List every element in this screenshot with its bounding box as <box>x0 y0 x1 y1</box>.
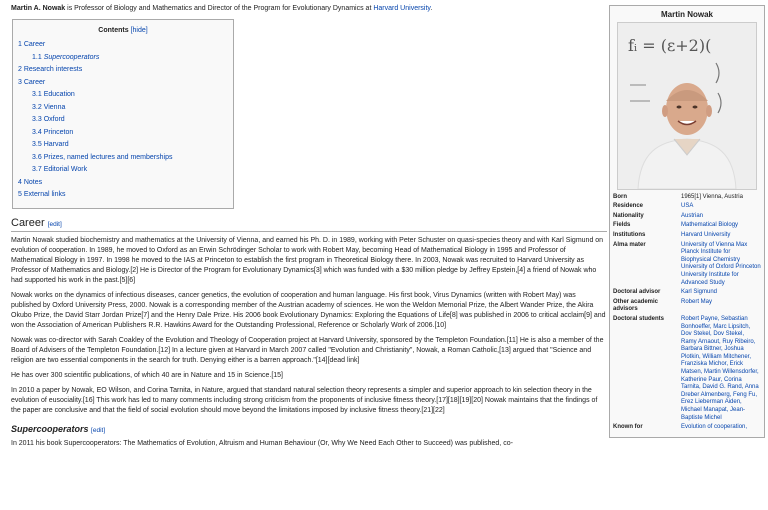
infobox-label: Residence <box>613 203 644 210</box>
career-paragraph-4: He has over 300 scientific publications, of which 40 are in Nature and 15 in Science.[15] <box>11 371 283 379</box>
infobox-label: Nationality <box>613 212 644 219</box>
toc-item[interactable] <box>18 90 228 100</box>
toc-item-number: 1.1 <box>32 53 42 61</box>
infobox-row <box>613 232 761 240</box>
career-paragraph-1: Martin Nowak studied biochemistry and mathematics at the University of Vienna, and earned his Ph. D. in 1989, working with Peter Schuster on quasi-species theory and with Karl Sigmund on evolution of cooperation. In 1989, he moved to Oxford as an Erwin Schrödinger Scholar to work with Robert May, becoming Head of Mathematical Biology in 1995 and Professor of Mathematical Biology in 1997. In 1998 he moved to the IAS at Princeton to establish the first program in Theoretical Biology there. In 2003, Nowak was recruited to Harvard University as Professor of Mathematics and Biology.[2] He is Director of the Program for Evolutionary Dynamics[3] which was funded with a $30 million pledge by Jeffrey Epstein,[4] a friend of Nowak who had supported his work in the past.[5][6] <box>11 236 604 284</box>
intro-paragraph <box>11 4 607 14</box>
toc-hide-link[interactable]: [hide] <box>130 27 148 34</box>
infobox-label: Institutions <box>613 231 646 238</box>
toc-item[interactable] <box>18 40 228 50</box>
toc-item-link[interactable]: Oxford <box>43 116 65 123</box>
portrait-photo <box>617 22 757 190</box>
infobox-row <box>613 203 761 211</box>
toc-item-link[interactable]: Princeton <box>43 128 74 136</box>
career-heading-text: Career <box>11 216 45 229</box>
intro-text: is Professor of Biology and Mathematics and Director of the Program for Evolutionary Dynamics at <box>65 5 374 12</box>
infobox-label: Doctoral advisor <box>613 289 661 296</box>
toc-item-link[interactable]: Vienna <box>43 103 66 111</box>
infobox-rows <box>613 194 761 432</box>
toc-item-link[interactable]: Notes <box>23 178 43 186</box>
toc-item-link[interactable]: External links <box>23 191 66 198</box>
whiteboard-writing: fᵢ = (ε+2)( <box>628 35 712 55</box>
infobox-label: Other academic advisors <box>613 298 659 313</box>
career-paragraph-5: In 2010 a paper by Nowak, EO Wilson, and Corina Tarnita, in Nature, argued that standard natural selection theory represents a simpler and superior approach to kin selection theory in the evolution of eusociality.[16] This work has led to many comments including strong criticism from the proponents of inclusive fitness theory.[17][18][19][20] Nowak maintains that the findings of the paper are conclusive and that the field of social evolution should move beyond the limitations imposed by inclusive fitness theory.[21][22] <box>11 386 598 414</box>
infobox-label: Doctoral students <box>613 315 665 322</box>
toc-item[interactable] <box>18 65 228 75</box>
toc-item[interactable] <box>18 78 228 88</box>
toc-item-link[interactable]: Career <box>23 78 46 86</box>
infobox-label: Fields <box>613 222 631 229</box>
infobox-row <box>613 299 761 314</box>
toc-item[interactable] <box>18 153 228 163</box>
toc-item-link[interactable]: Supercooperators <box>43 53 100 61</box>
toc-item-number: 3 <box>18 78 22 86</box>
infobox-value[interactable]: Evolution of cooperation, <box>681 424 748 431</box>
toc-item[interactable] <box>18 165 228 175</box>
toc-item-number: 2 <box>18 66 22 73</box>
toc-item-link[interactable]: Research interests <box>23 66 83 73</box>
infobox-value[interactable]: Austrian <box>681 212 704 219</box>
toc-item-link[interactable]: Prizes, named lectures and memberships <box>43 153 173 161</box>
supercooperators-heading <box>11 424 607 436</box>
toc-item-link[interactable]: Harvard <box>43 141 69 148</box>
supercooperators-edit-link[interactable]: [edit] <box>91 426 106 434</box>
career-edit-link[interactable]: [edit] <box>47 220 62 228</box>
toc-item[interactable] <box>18 53 228 63</box>
toc-item-number: 1 <box>18 41 22 48</box>
harvard-link[interactable]: Harvard University <box>373 5 431 12</box>
article-body <box>11 2 607 454</box>
toc-item-number: 3.5 <box>32 141 42 148</box>
toc-item-link[interactable]: Editorial Work <box>43 166 88 173</box>
toc-item-number: 3.1 <box>32 91 42 98</box>
toc-item-number: 3.6 <box>32 153 42 161</box>
intro-end: . <box>430 5 433 12</box>
toc-item-link[interactable]: Career <box>23 41 46 48</box>
toc-item[interactable] <box>18 140 228 150</box>
infobox-value[interactable]: Harvard University <box>681 231 731 238</box>
portrait-image <box>618 23 756 189</box>
career-heading <box>11 218 607 232</box>
infobox-label: Known for <box>613 424 643 431</box>
infobox-row <box>613 194 761 202</box>
infobox <box>609 5 765 438</box>
supercooperators-paragraph: In 2011 his book Supercooperators: The Mathematics of Evolution, Altruism and Human Behaviour (Or, Why We Need Each Other to Succeed) was published, co- <box>11 439 513 447</box>
infobox-row <box>613 222 761 230</box>
infobox-row <box>613 316 761 422</box>
toc-item-number: 3.3 <box>32 116 42 123</box>
toc-item-number: 3.7 <box>32 166 42 173</box>
infobox-row <box>613 242 761 288</box>
infobox-value[interactable]: Robert Payne, Sebastian Bonhoeffer, Marc Lipsitch, Dov Stekel, Dov Stekel, Ramy Arnaout, Ruy Ribeiro, Barbara Bittner, Joshua Plotkin, William Mitchener, Franziska Michor, Erick Matsen, Martin Willensdorfer, Katherine Paur, Corina Tarnita, David G. Rand, Anna Dreber Almenberg, Feng Fu, Erez Lieberman Aiden, Michael Manapat, Jean-Baptiste Michel <box>681 315 759 421</box>
infobox-value: 1965[1] Vienna, Austria <box>681 193 743 200</box>
toc-item[interactable] <box>18 103 228 113</box>
toc-item[interactable] <box>18 178 228 188</box>
infobox-title: Martin Nowak <box>660 10 713 19</box>
infobox-value[interactable]: Robert May <box>681 298 713 305</box>
infobox-row <box>613 424 761 432</box>
supercooperators-heading-text: Supercooperators <box>11 423 89 434</box>
subject-name: Martin A. Nowak <box>11 5 66 12</box>
infobox-value[interactable]: Mathematical Biology <box>681 222 739 229</box>
infobox-value[interactable]: University of Vienna Max Planck Institute for Biophysical Chemistry University of Oxford Princeton University Institute for Advanced Study <box>681 241 761 286</box>
infobox-value[interactable]: Karl Sigmund <box>681 289 718 296</box>
infobox-row <box>613 289 761 297</box>
toc-item[interactable] <box>18 115 228 125</box>
toc-item-number: 3.4 <box>32 128 42 136</box>
infobox-value[interactable]: USA <box>681 203 694 210</box>
toc-title-text: Contents <box>98 27 129 34</box>
toc-item-number: 3.2 <box>32 103 42 111</box>
toc-item[interactable] <box>18 128 228 138</box>
toc-item[interactable] <box>18 190 228 200</box>
toc-list <box>18 40 228 200</box>
table-of-contents <box>12 19 234 209</box>
toc-item-number: 5 <box>18 191 22 198</box>
toc-item-number: 4 <box>18 178 22 186</box>
toc-title <box>18 26 228 36</box>
career-paragraph-3: Nowak was co-director with Sarah Coakley of the Evolution and Theology of Cooperation project at Harvard University, sponsored by the Templeton Foundation.[11] He is also a member of the Board of Advisers of the Templeton Foundation.[12] In a lecture given at Harvard in March 2007 called "Evolution and Christianity", Nowak, a Roman Catholic,[13] argued that "Science and religion are two essential components in the search for truth. Denying either is a barren approach."[14][dead link] <box>11 336 604 364</box>
toc-item-link[interactable]: Education <box>43 91 75 98</box>
infobox-label: Born <box>613 193 627 200</box>
infobox-row <box>613 213 761 221</box>
infobox-label: Alma mater <box>613 241 646 248</box>
career-paragraph-2: Nowak works on the dynamics of infectious diseases, cancer genetics, the evolution of cooperation and human language. His first book, Virus Dynamics (written with Robert May) was published by Oxford University Press, 2000. Nowak is a corresponding member of the Austrian academy of sciences. He won the Weldon Memorial Prize, the Albert Wander Prize, the Akira Okubo Prize, the David Starr Jordan Prize[7] and the Henry Dale Prize. His 2006 book Evolutionary Dynamics: Exploring the Equations of Life[8] was published in 2006 to critical acclaim[9] and won the Association of American Publishers R.R. Hawkins Award for the Outstanding Professional, Reference or Scholarly Work of 2006.[10] <box>11 291 606 329</box>
